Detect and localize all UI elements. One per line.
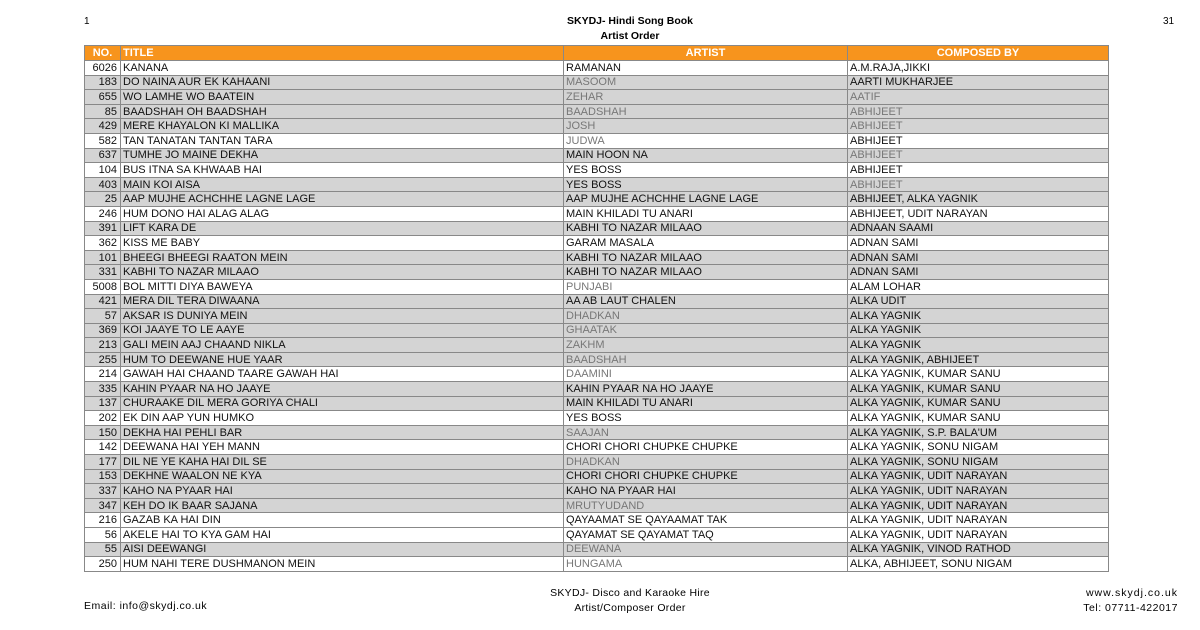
cell-title: BHEEGI BHEEGI RAATON MEIN <box>121 250 564 265</box>
table-row <box>85 309 1109 324</box>
table-row <box>85 236 1109 251</box>
cell-no: 347 <box>85 498 121 513</box>
cell-no: 104 <box>85 163 121 178</box>
table-body <box>85 61 1109 572</box>
cell-title: GAWAH HAI CHAAND TAARE GAWAH HAI <box>121 367 564 382</box>
cell-title: DEKHNE WAALON NE KYA <box>121 469 564 484</box>
footer-order: Artist/Composer Order <box>574 602 686 614</box>
cell-title: LIFT KARA DE <box>121 221 564 236</box>
cell-composer: ALKA YAGNIK, KUMAR SANU <box>848 396 1109 411</box>
footer-website: www.skydj.co.uk <box>1085 587 1178 599</box>
cell-artist: AAP MUJHE ACHCHHE LAGNE LAGE <box>564 192 848 207</box>
cell-no: 369 <box>85 323 121 338</box>
cell-artist: YES BOSS <box>564 177 848 192</box>
cell-artist: KABHI TO NAZAR MILAAO <box>564 221 848 236</box>
cell-artist: SAAJAN <box>564 425 848 440</box>
cell-title: GALI MEIN AAJ CHAAND NIKLA <box>121 338 564 353</box>
cell-title: DEKHA HAI PEHLI BAR <box>121 425 564 440</box>
cell-title: DEEWANA HAI YEH MANN <box>121 440 564 455</box>
cell-artist: DAAMINI <box>564 367 848 382</box>
cell-title: AKELE HAI TO KYA GAM HAI <box>121 528 564 543</box>
cell-artist: DHADKAN <box>564 455 848 470</box>
page-number-right: 31 <box>1163 16 1175 27</box>
cell-no: 421 <box>85 294 121 309</box>
cell-artist: HUNGAMA <box>564 557 848 572</box>
cell-composer: ALKA YAGNIK, SONU NIGAM <box>848 455 1109 470</box>
cell-artist: KAHO NA PYAAR HAI <box>564 484 848 499</box>
cell-title: KABHI TO NAZAR MILAAO <box>121 265 564 280</box>
cell-artist: DHADKAN <box>564 309 848 324</box>
cell-no: 85 <box>85 104 121 119</box>
cell-artist: BAADSHAH <box>564 104 848 119</box>
table-row <box>85 148 1109 163</box>
table-row <box>85 221 1109 236</box>
cell-no: 337 <box>85 484 121 499</box>
cell-no: 250 <box>85 557 121 572</box>
table-row <box>85 425 1109 440</box>
table-row <box>85 104 1109 119</box>
cell-composer: ADNAN SAMI <box>848 250 1109 265</box>
table-row <box>85 455 1109 470</box>
cell-artist: KABHI TO NAZAR MILAAO <box>564 265 848 280</box>
cell-composer: ADNAN SAMI <box>848 265 1109 280</box>
cell-artist: MAIN KHILADI TU ANARI <box>564 206 848 221</box>
cell-title: BAADSHAH OH BAADSHAH <box>121 104 564 119</box>
table-row <box>85 192 1109 207</box>
table-row <box>85 250 1109 265</box>
cell-composer: ABHIJEET, ALKA YAGNIK <box>848 192 1109 207</box>
cell-composer: ALAM LOHAR <box>848 279 1109 294</box>
cell-no: 5008 <box>85 279 121 294</box>
cell-no: 213 <box>85 338 121 353</box>
table-row <box>85 498 1109 513</box>
cell-title: KISS ME BABY <box>121 236 564 251</box>
cell-title: AKSAR IS DUNIYA MEIN <box>121 309 564 324</box>
cell-title: DIL NE YE KAHA HAI DIL SE <box>121 455 564 470</box>
cell-title: KAHIN PYAAR NA HO JAAYE <box>121 382 564 397</box>
song-table <box>84 45 1109 572</box>
cell-composer: ALKA YAGNIK, UDIT NARAYAN <box>848 498 1109 513</box>
cell-title: TAN TANATAN TANTAN TARA <box>121 133 564 148</box>
cell-no: 655 <box>85 90 121 105</box>
cell-no: 153 <box>85 469 121 484</box>
cell-composer: ABHIJEET <box>848 104 1109 119</box>
cell-no: 391 <box>85 221 121 236</box>
cell-composer: ALKA YAGNIK, VINOD RATHOD <box>848 542 1109 557</box>
cell-no: 362 <box>85 236 121 251</box>
table-row <box>85 90 1109 105</box>
cell-artist: MASOOM <box>564 75 848 90</box>
cell-no: 246 <box>85 206 121 221</box>
cell-composer: AATIF <box>848 90 1109 105</box>
cell-composer: ALKA YAGNIK, UDIT NARAYAN <box>848 513 1109 528</box>
cell-artist: MAIN HOON NA <box>564 148 848 163</box>
table-row <box>85 279 1109 294</box>
cell-composer: ALKA YAGNIK <box>848 309 1109 324</box>
footer-telephone: Tel: 07711-422017 <box>1083 602 1178 614</box>
cell-composer: ALKA YAGNIK, SONU NIGAM <box>848 440 1109 455</box>
cell-no: 335 <box>85 382 121 397</box>
page-number-left: 1 <box>84 16 90 27</box>
cell-no: 137 <box>85 396 121 411</box>
cell-artist: MRUTYUDAND <box>564 498 848 513</box>
cell-artist: DEEWANA <box>564 542 848 557</box>
cell-composer: ABHIJEET <box>848 133 1109 148</box>
cell-composer: ALKA YAGNIK, S.P. BALA'UM <box>848 425 1109 440</box>
cell-title: TUMHE JO MAINE DEKHA <box>121 148 564 163</box>
cell-composer: ALKA YAGNIK, ABHIJEET <box>848 352 1109 367</box>
cell-artist: KABHI TO NAZAR MILAAO <box>564 250 848 265</box>
table-row <box>85 206 1109 221</box>
cell-title: MAIN KOI AISA <box>121 177 564 192</box>
cell-composer: ALKA YAGNIK, UDIT NARAYAN <box>848 528 1109 543</box>
column-header-artist: ARTIST <box>564 46 848 61</box>
table-row <box>85 411 1109 426</box>
cell-composer: ALKA YAGNIK <box>848 338 1109 353</box>
cell-no: 255 <box>85 352 121 367</box>
cell-title: KAHO NA PYAAR HAI <box>121 484 564 499</box>
cell-artist: BAADSHAH <box>564 352 848 367</box>
cell-artist: KAHIN PYAAR NA HO JAAYE <box>564 382 848 397</box>
cell-no: 582 <box>85 133 121 148</box>
cell-composer: ALKA YAGNIK, UDIT NARAYAN <box>848 469 1109 484</box>
table-row <box>85 265 1109 280</box>
cell-title: KANANA <box>121 61 564 76</box>
cell-title: AAP MUJHE ACHCHHE LAGNE LAGE <box>121 192 564 207</box>
cell-artist: ZEHAR <box>564 90 848 105</box>
cell-no: 6026 <box>85 61 121 76</box>
cell-title: HUM NAHI TERE DUSHMANON MEIN <box>121 557 564 572</box>
cell-artist: ZAKHM <box>564 338 848 353</box>
table-row <box>85 440 1109 455</box>
table-row <box>85 323 1109 338</box>
cell-composer: ABHIJEET <box>848 177 1109 192</box>
cell-composer: ALKA YAGNIK, KUMAR SANU <box>848 367 1109 382</box>
table-row <box>85 382 1109 397</box>
table-row <box>85 338 1109 353</box>
table-row <box>85 469 1109 484</box>
cell-artist: QAYAAMAT SE QAYAAMAT TAK <box>564 513 848 528</box>
cell-title: KOI JAAYE TO LE AAYE <box>121 323 564 338</box>
cell-title: BOL MITTI DIYA BAWEYA <box>121 279 564 294</box>
table-header-row <box>85 46 1109 61</box>
table-row <box>85 484 1109 499</box>
cell-artist: PUNJABI <box>564 279 848 294</box>
cell-title: GAZAB KA HAI DIN <box>121 513 564 528</box>
cell-no: 214 <box>85 367 121 382</box>
cell-no: 637 <box>85 148 121 163</box>
cell-artist: YES BOSS <box>564 163 848 178</box>
footer-company: SKYDJ- Disco and Karaoke Hire <box>550 587 710 599</box>
cell-no: 216 <box>85 513 121 528</box>
cell-composer: ALKA UDIT <box>848 294 1109 309</box>
cell-no: 202 <box>85 411 121 426</box>
cell-no: 331 <box>85 265 121 280</box>
cell-no: 55 <box>85 542 121 557</box>
cell-artist: GHAATAK <box>564 323 848 338</box>
cell-title: HUM TO DEEWANE HUE YAAR <box>121 352 564 367</box>
cell-no: 403 <box>85 177 121 192</box>
column-header-composed-by: COMPOSED BY <box>848 46 1109 61</box>
table-row <box>85 557 1109 572</box>
table-row <box>85 513 1109 528</box>
cell-no: 150 <box>85 425 121 440</box>
table-row <box>85 119 1109 134</box>
document-title: SKYDJ- Hindi Song Book <box>567 15 693 27</box>
cell-artist: CHORI CHORI CHUPKE CHUPKE <box>564 440 848 455</box>
cell-no: 57 <box>85 309 121 324</box>
cell-artist: MAIN KHILADI TU ANARI <box>564 396 848 411</box>
cell-title: MERA DIL TERA DIWAANA <box>121 294 564 309</box>
table-row <box>85 528 1109 543</box>
cell-artist: CHORI CHORI CHUPKE CHUPKE <box>564 469 848 484</box>
cell-artist: JUDWA <box>564 133 848 148</box>
cell-artist: QAYAMAT SE QAYAMAT TAQ <box>564 528 848 543</box>
document-subtitle: Artist Order <box>600 30 660 42</box>
table-row <box>85 177 1109 192</box>
cell-artist: GARAM MASALA <box>564 236 848 251</box>
cell-composer: ALKA YAGNIK <box>848 323 1109 338</box>
cell-artist: AA AB LAUT CHALEN <box>564 294 848 309</box>
cell-composer: ALKA YAGNIK, UDIT NARAYAN <box>848 484 1109 499</box>
cell-no: 25 <box>85 192 121 207</box>
cell-title: HUM DONO HAI ALAG ALAG <box>121 206 564 221</box>
table-row <box>85 163 1109 178</box>
cell-no: 177 <box>85 455 121 470</box>
cell-composer: ALKA, ABHIJEET, SONU NIGAM <box>848 557 1109 572</box>
cell-composer: ALKA YAGNIK, KUMAR SANU <box>848 411 1109 426</box>
table-row <box>85 367 1109 382</box>
cell-artist: RAMANAN <box>564 61 848 76</box>
table-row <box>85 133 1109 148</box>
cell-no: 101 <box>85 250 121 265</box>
cell-no: 56 <box>85 528 121 543</box>
cell-title: WO LAMHE WO BAATEIN <box>121 90 564 105</box>
table-row <box>85 61 1109 76</box>
cell-title: CHURAAKE DIL MERA GORIYA CHALI <box>121 396 564 411</box>
cell-composer: AARTI MUKHARJEE <box>848 75 1109 90</box>
cell-composer: ABHIJEET <box>848 119 1109 134</box>
cell-composer: ADNAN SAMI <box>848 236 1109 251</box>
cell-title: KEH DO IK BAAR SAJANA <box>121 498 564 513</box>
cell-title: AISI DEEWANGI <box>121 542 564 557</box>
cell-title: MERE KHAYALON KI MALLIKA <box>121 119 564 134</box>
footer-email: Email: info@skydj.co.uk <box>84 600 208 612</box>
table-row <box>85 294 1109 309</box>
cell-artist: YES BOSS <box>564 411 848 426</box>
cell-no: 429 <box>85 119 121 134</box>
cell-composer: A.M.RAJA,JIKKI <box>848 61 1109 76</box>
table-row <box>85 352 1109 367</box>
table-row <box>85 396 1109 411</box>
cell-title: DO NAINA AUR EK KAHAANI <box>121 75 564 90</box>
cell-title: EK DIN AAP YUN HUMKO <box>121 411 564 426</box>
cell-artist: JOSH <box>564 119 848 134</box>
cell-composer: ABHIJEET <box>848 148 1109 163</box>
column-header-no: NO. <box>85 46 121 61</box>
table-row <box>85 75 1109 90</box>
cell-composer: ABHIJEET, UDIT NARAYAN <box>848 206 1109 221</box>
cell-composer: ABHIJEET <box>848 163 1109 178</box>
table-row <box>85 542 1109 557</box>
cell-no: 183 <box>85 75 121 90</box>
cell-composer: ALKA YAGNIK, KUMAR SANU <box>848 382 1109 397</box>
cell-title: BUS ITNA SA KHWAAB HAI <box>121 163 564 178</box>
cell-no: 142 <box>85 440 121 455</box>
cell-composer: ADNAAN SAAMI <box>848 221 1109 236</box>
column-header-title: TITLE <box>121 46 564 61</box>
